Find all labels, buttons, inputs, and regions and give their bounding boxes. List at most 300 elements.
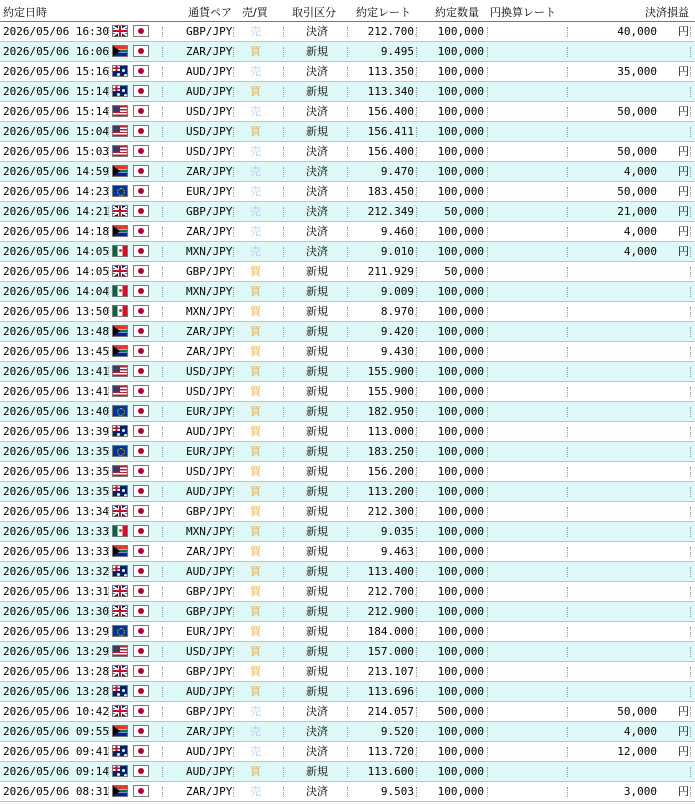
cell-pair: ZAR/JPY xyxy=(186,725,233,738)
column-separator xyxy=(108,127,110,137)
column-separator xyxy=(283,567,285,577)
column-separator xyxy=(283,607,285,617)
column-separator xyxy=(567,147,569,157)
cell-time: 2026/05/06 13:34 xyxy=(3,505,109,518)
column-separator xyxy=(567,487,569,497)
cell-qty: 100,000 xyxy=(437,485,484,498)
column-separator xyxy=(283,487,285,497)
cell-pnl-unit: 円 xyxy=(678,225,689,238)
table-header xyxy=(0,0,695,22)
cell-pair: AUD/JPY xyxy=(186,425,233,438)
table-row[interactable] xyxy=(0,102,695,122)
column-separator xyxy=(233,427,235,437)
column-separator xyxy=(487,107,489,117)
cell-qty: 100,000 xyxy=(437,225,484,238)
cell-type: 新規 xyxy=(306,265,328,278)
table-row[interactable] xyxy=(0,242,695,262)
column-separator xyxy=(283,227,285,237)
column-separator xyxy=(567,527,569,537)
column-separator xyxy=(347,287,349,297)
column-separator xyxy=(162,647,164,657)
cell-side: 買 xyxy=(250,85,261,98)
jp-flag-icon xyxy=(133,225,149,237)
column-separator xyxy=(233,547,235,557)
header-yen-rate[interactable]: 円換算レート xyxy=(490,6,556,19)
column-separator xyxy=(347,587,349,597)
table-row[interactable] xyxy=(0,402,695,422)
cell-side: 売 xyxy=(250,65,261,78)
column-separator xyxy=(347,467,349,477)
cell-time: 2026/05/06 15:14 xyxy=(3,85,109,98)
column-separator xyxy=(233,267,235,277)
header-type[interactable]: 取引区分 xyxy=(292,6,336,19)
cell-pair: GBP/JPY xyxy=(186,505,233,518)
jp-flag-icon xyxy=(133,785,149,797)
cell-pair: ZAR/JPY xyxy=(186,165,233,178)
column-separator xyxy=(108,607,110,617)
jp-flag-icon xyxy=(133,445,149,457)
cell-side: 買 xyxy=(250,305,261,318)
column-separator xyxy=(162,587,164,597)
column-separator xyxy=(690,27,692,37)
column-separator xyxy=(416,167,418,177)
column-separator xyxy=(347,147,349,157)
cell-rate: 155.900 xyxy=(367,365,414,378)
table-row[interactable] xyxy=(0,262,695,282)
column-separator xyxy=(567,67,569,77)
cell-pnl: 50,000 xyxy=(617,145,657,158)
table-row[interactable] xyxy=(0,522,695,542)
cell-pair: AUD/JPY xyxy=(186,85,233,98)
table-row[interactable] xyxy=(0,722,695,742)
column-separator xyxy=(162,367,164,377)
column-separator xyxy=(487,407,489,417)
column-separator xyxy=(487,207,489,217)
column-separator xyxy=(567,27,569,37)
cell-type: 決済 xyxy=(306,205,328,218)
column-separator xyxy=(233,387,235,397)
table-row[interactable] xyxy=(0,302,695,322)
cell-rate: 9.520 xyxy=(380,725,414,738)
column-separator xyxy=(108,147,110,157)
eu-flag-icon xyxy=(112,405,128,417)
table-row[interactable] xyxy=(0,542,695,562)
cell-type: 決済 xyxy=(306,145,328,158)
table-row[interactable] xyxy=(0,782,695,802)
cell-time: 2026/05/06 13:28 xyxy=(3,685,109,698)
cell-pair: GBP/JPY xyxy=(186,605,233,618)
column-separator xyxy=(347,507,349,517)
mx-flag-icon xyxy=(112,245,128,257)
column-separator xyxy=(108,87,110,97)
header-side[interactable]: 売/買 xyxy=(242,6,268,19)
cell-qty: 50,000 xyxy=(444,265,484,278)
cell-rate: 9.460 xyxy=(380,225,414,238)
table-row[interactable] xyxy=(0,22,695,42)
column-separator xyxy=(567,127,569,137)
cell-time: 2026/05/06 08:31 xyxy=(3,785,109,798)
column-separator xyxy=(416,227,418,237)
cell-type: 新規 xyxy=(306,645,328,658)
column-separator xyxy=(233,187,235,197)
cell-type: 新規 xyxy=(306,405,328,418)
cell-pair: USD/JPY xyxy=(186,365,233,378)
jp-flag-icon xyxy=(133,425,149,437)
cell-pnl: 40,000 xyxy=(617,25,657,38)
cell-type: 新規 xyxy=(306,565,328,578)
column-separator xyxy=(347,547,349,557)
column-separator xyxy=(567,547,569,557)
cell-rate: 214.057 xyxy=(367,705,414,718)
column-separator xyxy=(567,287,569,297)
za-flag-icon xyxy=(112,345,128,357)
column-separator xyxy=(690,67,692,77)
header-pair[interactable]: 通貨ペア xyxy=(188,6,232,19)
column-separator xyxy=(347,567,349,577)
table-row[interactable] xyxy=(0,322,695,342)
cell-side: 買 xyxy=(250,605,261,618)
cell-pair: EUR/JPY xyxy=(186,625,233,638)
cell-qty: 100,000 xyxy=(437,465,484,478)
column-separator xyxy=(233,87,235,97)
column-separator xyxy=(162,787,164,797)
column-separator xyxy=(567,587,569,597)
table-row[interactable] xyxy=(0,502,695,522)
cell-type: 新規 xyxy=(306,545,328,558)
column-separator xyxy=(347,127,349,137)
column-separator xyxy=(233,607,235,617)
table-row[interactable] xyxy=(0,82,695,102)
column-separator xyxy=(233,767,235,777)
column-separator xyxy=(487,427,489,437)
cell-time: 2026/05/06 13:29 xyxy=(3,645,109,658)
jp-flag-icon xyxy=(133,465,149,477)
cell-qty: 100,000 xyxy=(437,185,484,198)
cell-type: 新規 xyxy=(306,345,328,358)
column-separator xyxy=(162,267,164,277)
table-row[interactable] xyxy=(0,382,695,402)
jp-flag-icon xyxy=(133,325,149,337)
header-rate[interactable]: 約定レート xyxy=(356,6,411,19)
column-separator xyxy=(108,447,110,457)
cell-time: 2026/05/06 09:14 xyxy=(3,765,109,778)
cell-pair: AUD/JPY xyxy=(186,685,233,698)
column-separator xyxy=(108,707,110,717)
column-separator xyxy=(162,427,164,437)
column-separator xyxy=(416,387,418,397)
cell-pnl-unit: 円 xyxy=(678,745,689,758)
za-flag-icon xyxy=(112,785,128,797)
cell-qty: 100,000 xyxy=(437,345,484,358)
column-separator xyxy=(487,447,489,457)
column-separator xyxy=(347,627,349,637)
cell-pnl-unit: 円 xyxy=(678,725,689,738)
column-separator xyxy=(347,327,349,337)
column-separator xyxy=(347,187,349,197)
cell-time: 2026/05/06 13:35 xyxy=(3,465,109,478)
table-row[interactable] xyxy=(0,642,695,662)
cell-pnl-unit: 円 xyxy=(678,105,689,118)
column-separator xyxy=(347,67,349,77)
column-separator xyxy=(108,587,110,597)
gb-flag-icon xyxy=(112,665,128,677)
cell-rate: 213.107 xyxy=(367,665,414,678)
cell-side: 買 xyxy=(250,425,261,438)
cell-side: 買 xyxy=(250,405,261,418)
column-separator xyxy=(347,207,349,217)
au-flag-icon xyxy=(112,425,128,437)
cell-time: 2026/05/06 13:50 xyxy=(3,305,109,318)
cell-rate: 9.035 xyxy=(380,525,414,538)
column-separator xyxy=(567,387,569,397)
cell-type: 新規 xyxy=(306,605,328,618)
column-separator xyxy=(283,247,285,257)
table-row[interactable] xyxy=(0,142,695,162)
gb-flag-icon xyxy=(112,705,128,717)
cell-pnl: 21,000 xyxy=(617,205,657,218)
cell-time: 2026/05/06 13:33 xyxy=(3,545,109,558)
column-separator xyxy=(283,667,285,677)
cell-rate: 113.350 xyxy=(367,65,414,78)
column-separator xyxy=(416,407,418,417)
table-row[interactable] xyxy=(0,562,695,582)
header-pnl[interactable]: 決済損益 xyxy=(645,6,689,19)
column-separator xyxy=(233,507,235,517)
column-separator xyxy=(690,687,692,697)
cell-rate: 183.450 xyxy=(367,185,414,198)
cell-type: 新規 xyxy=(306,445,328,458)
table-row[interactable] xyxy=(0,182,695,202)
column-separator xyxy=(416,467,418,477)
column-separator xyxy=(487,307,489,317)
table-row[interactable] xyxy=(0,602,695,622)
table-row[interactable] xyxy=(0,582,695,602)
column-separator xyxy=(162,467,164,477)
cell-rate: 9.430 xyxy=(380,345,414,358)
column-separator xyxy=(567,307,569,317)
column-separator xyxy=(283,207,285,217)
table-row[interactable] xyxy=(0,682,695,702)
cell-time: 2026/05/06 13:29 xyxy=(3,625,109,638)
column-separator xyxy=(690,307,692,317)
cell-rate: 212.349 xyxy=(367,205,414,218)
column-separator xyxy=(347,387,349,397)
jp-flag-icon xyxy=(133,725,149,737)
table-row[interactable] xyxy=(0,202,695,222)
table-row[interactable] xyxy=(0,462,695,482)
jp-flag-icon xyxy=(133,565,149,577)
cell-rate: 113.200 xyxy=(367,485,414,498)
column-separator xyxy=(283,427,285,437)
cell-pair: EUR/JPY xyxy=(186,445,233,458)
cell-qty: 100,000 xyxy=(437,105,484,118)
cell-qty: 100,000 xyxy=(437,405,484,418)
cell-time: 2026/05/06 14:18 xyxy=(3,225,109,238)
column-separator xyxy=(347,687,349,697)
cell-pair: ZAR/JPY xyxy=(186,785,233,798)
cell-qty: 100,000 xyxy=(437,165,484,178)
jp-flag-icon xyxy=(133,105,149,117)
column-separator xyxy=(233,227,235,237)
cell-type: 新規 xyxy=(306,465,328,478)
cell-pair: GBP/JPY xyxy=(186,25,233,38)
column-separator xyxy=(233,647,235,657)
column-separator xyxy=(690,187,692,197)
header-qty[interactable]: 約定数量 xyxy=(435,6,479,19)
table-row[interactable] xyxy=(0,362,695,382)
cell-side: 買 xyxy=(250,525,261,538)
column-separator xyxy=(487,727,489,737)
column-separator xyxy=(108,747,110,757)
column-separator xyxy=(416,247,418,257)
column-separator xyxy=(690,667,692,677)
column-separator xyxy=(487,687,489,697)
column-separator xyxy=(233,487,235,497)
table-row[interactable] xyxy=(0,222,695,242)
table-row[interactable] xyxy=(0,662,695,682)
column-separator xyxy=(567,607,569,617)
cell-side: 売 xyxy=(250,225,261,238)
column-separator xyxy=(416,267,418,277)
column-separator xyxy=(416,767,418,777)
column-separator xyxy=(690,787,692,797)
cell-time: 2026/05/06 15:16 xyxy=(3,65,109,78)
column-separator xyxy=(162,667,164,677)
cell-rate: 155.900 xyxy=(367,385,414,398)
jp-flag-icon xyxy=(133,605,149,617)
column-separator xyxy=(487,547,489,557)
column-separator xyxy=(108,727,110,737)
header-time[interactable]: 約定日時 xyxy=(3,6,47,19)
cell-side: 買 xyxy=(250,645,261,658)
column-separator xyxy=(162,347,164,357)
column-separator xyxy=(233,667,235,677)
column-separator xyxy=(162,27,164,37)
column-separator xyxy=(487,47,489,57)
table-row[interactable] xyxy=(0,62,695,82)
cell-type: 新規 xyxy=(306,625,328,638)
column-separator xyxy=(233,747,235,757)
gb-flag-icon xyxy=(112,505,128,517)
column-separator xyxy=(108,647,110,657)
column-separator xyxy=(162,447,164,457)
column-separator xyxy=(487,627,489,637)
cell-side: 買 xyxy=(250,445,261,458)
table-row[interactable] xyxy=(0,702,695,722)
column-separator xyxy=(283,307,285,317)
column-separator xyxy=(162,507,164,517)
column-separator xyxy=(690,447,692,457)
column-separator xyxy=(283,267,285,277)
cell-type: 新規 xyxy=(306,765,328,778)
table-row[interactable] xyxy=(0,742,695,762)
cell-qty: 100,000 xyxy=(437,305,484,318)
column-separator xyxy=(690,567,692,577)
cell-qty: 100,000 xyxy=(437,525,484,538)
column-separator xyxy=(690,327,692,337)
cell-time: 2026/05/06 13:39 xyxy=(3,425,109,438)
column-separator xyxy=(690,147,692,157)
column-separator xyxy=(283,707,285,717)
column-separator xyxy=(690,367,692,377)
table-row[interactable] xyxy=(0,422,695,442)
jp-flag-icon xyxy=(133,745,149,757)
column-separator xyxy=(416,687,418,697)
column-separator xyxy=(162,687,164,697)
cell-pnl: 4,000 xyxy=(623,225,657,238)
column-separator xyxy=(487,167,489,177)
column-separator xyxy=(487,607,489,617)
column-separator xyxy=(347,87,349,97)
cell-pair: AUD/JPY xyxy=(186,565,233,578)
column-separator xyxy=(108,767,110,777)
column-separator xyxy=(416,147,418,157)
table-row[interactable] xyxy=(0,122,695,142)
cell-qty: 100,000 xyxy=(437,385,484,398)
column-separator xyxy=(108,567,110,577)
cell-side: 買 xyxy=(250,545,261,558)
column-separator xyxy=(162,487,164,497)
table-row[interactable] xyxy=(0,622,695,642)
cell-qty: 100,000 xyxy=(437,65,484,78)
table-row[interactable] xyxy=(0,482,695,502)
table-row[interactable] xyxy=(0,42,695,62)
table-row[interactable] xyxy=(0,442,695,462)
mx-flag-icon xyxy=(112,525,128,537)
column-separator xyxy=(233,787,235,797)
table-row[interactable] xyxy=(0,162,695,182)
table-row[interactable] xyxy=(0,282,695,302)
cell-rate: 113.600 xyxy=(367,765,414,778)
column-separator xyxy=(487,127,489,137)
column-separator xyxy=(283,727,285,737)
cell-rate: 156.411 xyxy=(367,125,414,138)
column-separator xyxy=(347,107,349,117)
column-separator xyxy=(416,547,418,557)
column-separator xyxy=(347,767,349,777)
column-separator xyxy=(283,407,285,417)
column-separator xyxy=(690,407,692,417)
jp-flag-icon xyxy=(133,685,149,697)
cell-time: 2026/05/06 14:23 xyxy=(3,185,109,198)
column-separator xyxy=(283,87,285,97)
cell-side: 買 xyxy=(250,385,261,398)
column-separator xyxy=(690,207,692,217)
za-flag-icon xyxy=(112,225,128,237)
cell-rate: 8.970 xyxy=(380,305,414,318)
cell-rate: 183.250 xyxy=(367,445,414,458)
column-separator xyxy=(233,327,235,337)
table-row[interactable] xyxy=(0,342,695,362)
jp-flag-icon xyxy=(133,185,149,197)
cell-type: 決済 xyxy=(306,225,328,238)
table-row[interactable] xyxy=(0,762,695,782)
column-separator xyxy=(416,207,418,217)
eu-flag-icon xyxy=(112,445,128,457)
cell-rate: 9.463 xyxy=(380,545,414,558)
column-separator xyxy=(416,447,418,457)
jp-flag-icon xyxy=(133,285,149,297)
column-separator xyxy=(487,187,489,197)
column-separator xyxy=(416,107,418,117)
column-separator xyxy=(108,687,110,697)
cell-side: 買 xyxy=(250,345,261,358)
column-separator xyxy=(283,107,285,117)
cell-side: 売 xyxy=(250,145,261,158)
column-separator xyxy=(162,307,164,317)
cell-rate: 9.009 xyxy=(380,285,414,298)
jp-flag-icon xyxy=(133,525,149,537)
